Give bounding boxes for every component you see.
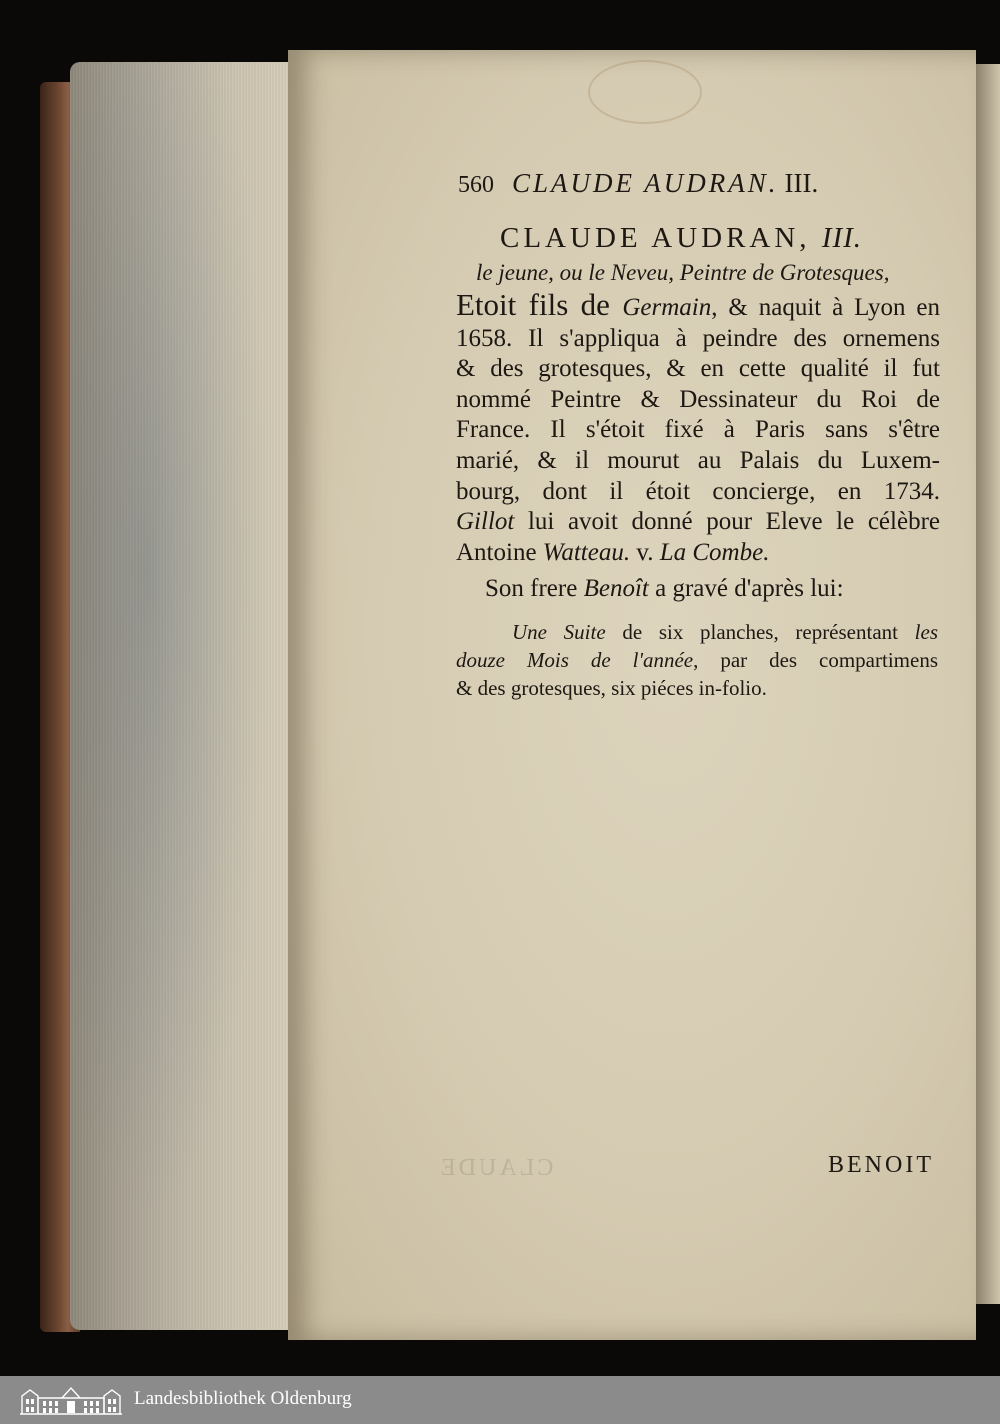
body-line: France. Il s'étoit fixé à Paris sans s'être	[456, 416, 940, 444]
entry-title-numeral: III.	[821, 222, 863, 254]
book-page	[288, 50, 976, 1340]
emphasis-name: Benoît	[583, 575, 649, 602]
entry-title	[500, 222, 862, 255]
engraving-intro	[485, 575, 844, 603]
library-building-icon	[18, 1384, 124, 1416]
entry-text: , par des compartimens	[693, 648, 938, 672]
page-block-edge	[70, 62, 292, 1330]
emphasis-title: douze Mois de l'année	[456, 648, 694, 672]
page-stain	[588, 60, 702, 124]
entry-title-name: CLAUDE AUDRAN,	[500, 222, 811, 254]
entry-line	[456, 646, 938, 674]
bleed-through-text: CLAUDE	[438, 1155, 554, 1181]
emphasis-title: les	[914, 620, 938, 644]
emphasis-title: Une Suite	[512, 620, 606, 644]
body-text: , & naquit à Lyon en	[711, 294, 940, 321]
body-line: bourg, dont il étoit concierge, en 1734.	[456, 477, 940, 505]
emphasis-name: La Combe.	[659, 538, 770, 566]
entry-line: & des grotesques, six piéces in-folio.	[456, 676, 767, 700]
body-line	[456, 287, 940, 324]
body-line: & des grotesques, & en cette qualité il fut	[456, 355, 940, 383]
body-text: v.	[630, 538, 660, 566]
body-text: a gravé d'après lui:	[648, 575, 844, 602]
engraving-entry	[456, 618, 938, 702]
body-text: Antoine	[456, 538, 543, 566]
body-line	[456, 507, 940, 538]
body-text: Son frere	[485, 575, 584, 602]
entry-subtitle: le jeune, ou le Neveu, Peintre de Grotesques,	[476, 260, 890, 285]
adjacent-page-edge	[976, 64, 1000, 1304]
emphasis-name: Gillot	[456, 508, 515, 536]
emphasis-name: Germain	[622, 294, 712, 321]
water-stain	[70, 62, 292, 1330]
body-line: 1658. Il s'appliqua à peindre des ornemens	[456, 324, 940, 352]
running-head-title: CLAUDE AUDRAN.	[512, 168, 779, 198]
catchword: BENOIT	[828, 1152, 934, 1178]
biography-paragraph	[456, 287, 940, 568]
page-number: 560	[458, 172, 494, 198]
running-head-numeral: III.	[784, 168, 819, 198]
entry-text: de six planches, représentant	[605, 620, 915, 644]
footer-bar	[0, 1376, 1000, 1424]
library-name: Landesbibliothek Oldenburg	[134, 1388, 352, 1409]
entry-line	[456, 618, 938, 646]
drop-letter-line: Etoit fils de	[456, 287, 623, 322]
body-line: marié, & il mourut au Palais du Luxem-	[456, 446, 940, 474]
running-head	[458, 168, 818, 199]
body-text: lui avoit donné pour Eleve le célèbre	[514, 508, 940, 536]
body-line	[456, 538, 940, 569]
emphasis-name: Watteau.	[542, 538, 631, 566]
body-line: nommé Peintre & Dessinateur du Roi de	[456, 385, 940, 413]
